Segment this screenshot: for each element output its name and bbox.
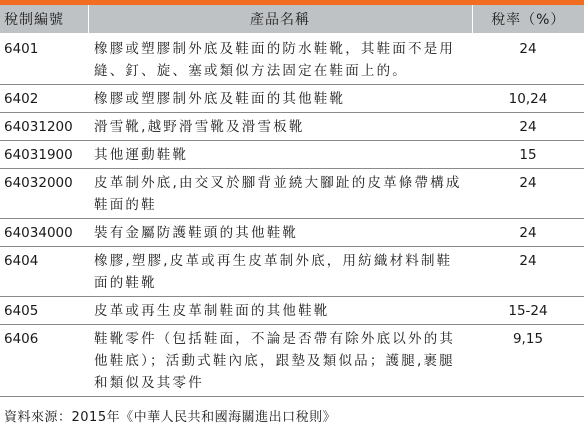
cell-name: 鞋靴零件（包括鞋面，不論是否帶有除外底以外的其他鞋底）；活動式鞋內底，跟墊及類似品；護腿,裹腿和類似及其零件 bbox=[88, 325, 472, 397]
table-row bbox=[0, 141, 584, 169]
cell-code: 64034000 bbox=[0, 219, 88, 247]
cell-code: 6404 bbox=[0, 247, 88, 297]
header-tax-rate: 稅率（%） bbox=[472, 5, 584, 33]
cell-code: 6402 bbox=[0, 85, 88, 113]
cell-name: 皮革或再生皮革制鞋面的其他鞋靴 bbox=[88, 297, 472, 325]
cell-rate: 24 bbox=[472, 33, 584, 85]
cell-rate: 10,24 bbox=[472, 85, 584, 113]
source-note: 資料來源：2015年《中華人民共和國海關進出口稅則》 bbox=[4, 410, 337, 425]
tariff-table bbox=[0, 5, 584, 397]
table-row bbox=[0, 169, 584, 219]
table-row bbox=[0, 247, 584, 297]
cell-rate: 24 bbox=[472, 247, 584, 297]
cell-name: 橡膠或塑膠制外底及鞋面的防水鞋靴，其鞋面不是用縫、釘、旋、塞或類似方法固定在鞋面上的。 bbox=[88, 33, 472, 85]
cell-name: 滑雪靴,越野滑雪靴及滑雪板靴 bbox=[88, 113, 472, 141]
cell-rate: 9,15 bbox=[472, 325, 584, 397]
table-row bbox=[0, 297, 584, 325]
table-row bbox=[0, 325, 584, 397]
cell-code: 6401 bbox=[0, 33, 88, 85]
cell-rate: 24 bbox=[472, 219, 584, 247]
header-tariff-code: 稅制編號 bbox=[0, 5, 88, 33]
cell-code: 6406 bbox=[0, 325, 88, 397]
cell-code: 64032000 bbox=[0, 169, 88, 219]
cell-rate: 15 bbox=[472, 141, 584, 169]
cell-rate: 24 bbox=[472, 169, 584, 219]
cell-rate: 15-24 bbox=[472, 297, 584, 325]
table-header bbox=[0, 5, 584, 33]
header-row bbox=[0, 5, 584, 33]
cell-name: 橡膠,塑膠,皮革或再生皮革制外底，用紡織材料制鞋面的鞋靴 bbox=[88, 247, 472, 297]
cell-name: 橡膠或塑膠制外底及鞋面的其他鞋靴 bbox=[88, 85, 472, 113]
cell-name: 裝有金屬防護鞋頭的其他鞋靴 bbox=[88, 219, 472, 247]
header-product-name: 產品名稱 bbox=[88, 5, 472, 33]
cell-code: 64031200 bbox=[0, 113, 88, 141]
table-row bbox=[0, 113, 584, 141]
cell-rate: 24 bbox=[472, 113, 584, 141]
table-row bbox=[0, 219, 584, 247]
cell-name: 皮革制外底,由交叉於腳背並繞大腳趾的皮革條帶構成鞋面的鞋 bbox=[88, 169, 472, 219]
table-row bbox=[0, 33, 584, 85]
table-row bbox=[0, 85, 584, 113]
table-body bbox=[0, 33, 584, 397]
cell-name: 其他運動鞋靴 bbox=[88, 141, 472, 169]
cell-code: 6405 bbox=[0, 297, 88, 325]
cell-code: 64031900 bbox=[0, 141, 88, 169]
